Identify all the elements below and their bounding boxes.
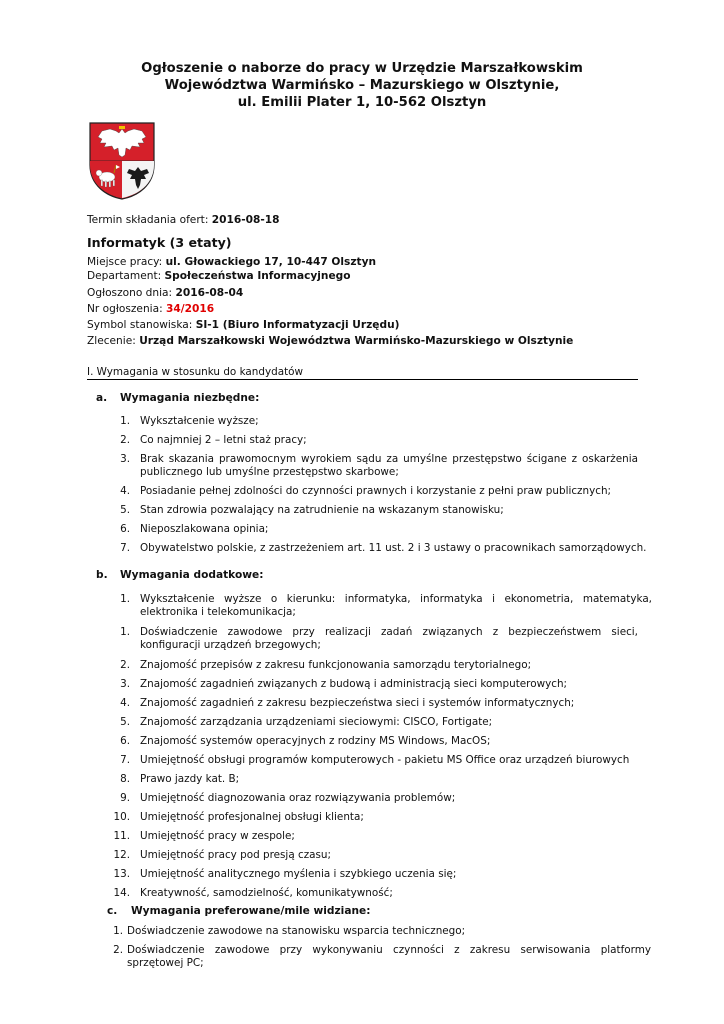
- list-item-number: 12.: [113, 849, 130, 861]
- list-item-number: 3.: [120, 678, 130, 690]
- subsection-a-letter: a.: [96, 392, 108, 404]
- list-item-number: 2.: [120, 659, 130, 671]
- list-item-number: 4.: [120, 697, 130, 709]
- coat-of-arms-icon: [88, 121, 156, 201]
- list-item-text: Posiadanie pełnej zdolności do czynności prawnych i korzystanie z pełni praw publicznych;: [140, 485, 612, 497]
- list-item-text: Umiejętność diagnozowania oraz rozwiązywania problemów;: [140, 792, 456, 804]
- list-item-text: Umiejętność profesjonalnej obsługi klienta;: [140, 811, 364, 823]
- list-item-text: Umiejętność pracy pod presją czasu;: [140, 849, 332, 861]
- symbol-value: SI-1 (Biuro Informatyzacji Urzędu): [195, 319, 400, 331]
- list-item-text: Wykształcenie wyższe;: [140, 415, 259, 427]
- list-item-number: 2.: [120, 434, 130, 446]
- submission-deadline: [87, 213, 280, 227]
- client-value: Urząd Marszałkowski Województwa Warmińsko-Mazurskiego w Olsztynie: [139, 335, 574, 347]
- workplace: [87, 255, 376, 269]
- list-item-number: 5.: [120, 504, 130, 516]
- subsection-b-title: [96, 569, 263, 581]
- subsection-a-label: Wymagania niezbędne:: [120, 392, 260, 404]
- list-item-number: 5.: [120, 716, 130, 728]
- list-item-number: 2.: [113, 944, 123, 956]
- list-item-text: Umiejętność obsługi programów komputerowych - pakietu MS Office oraz urządzeń biurowych: [140, 754, 630, 766]
- list-item-number: 7.: [120, 754, 130, 766]
- list-item-number: 1.: [113, 925, 123, 937]
- announced-label: Ogłoszono dnia:: [87, 287, 176, 299]
- position-symbol: [87, 318, 399, 332]
- list-item-text: Znajomość systemów operacyjnych z rodziny MS Windows, MacOS;: [140, 735, 491, 747]
- department-value: Społeczeństwa Informacyjnego: [164, 270, 351, 282]
- department: [87, 269, 351, 283]
- department-label: Departament:: [87, 270, 165, 282]
- list-item-text: Wykształcenie wyższe o kierunku: informatyka, informatyka i ekonometria, matematyka, elektronika i telekomunikacja;: [140, 593, 652, 618]
- symbol-label: Symbol stanowiska:: [87, 319, 196, 331]
- list-item-text: Doświadczenie zawodowe przy wykonywaniu czynności z zakresu serwisowania platformy sprzętowej PC;: [127, 944, 651, 969]
- list-item-number: 9.: [120, 792, 130, 804]
- list-item-number: 6.: [120, 523, 130, 535]
- title-line-1: Ogłoszenie o naborze do pracy w Urzędzie Marszałkowskim: [141, 61, 583, 76]
- list-item-number: 3.: [120, 453, 130, 465]
- section-heading: I. Wymagania w stosunku do kandydatów: [87, 366, 638, 380]
- list-item-text: Doświadczenie zawodowe przy realizacji zadań związanych z bezpieczeństwem sieci, konfiguracji urządzeń brzegowych;: [140, 626, 638, 651]
- subsection-a-title: [96, 392, 259, 404]
- list-item-text: Znajomość przepisów z zakresu funkcjonowania samorządu terytorialnego;: [140, 659, 532, 671]
- deadline-value: 2016-08-18: [211, 214, 280, 226]
- list-item-text: Kreatywność, samodzielność, komunikatywność;: [140, 887, 393, 899]
- subsection-c-title: [107, 905, 370, 917]
- list-item-number: 7.: [120, 542, 130, 554]
- list-item-number: 10.: [113, 811, 130, 823]
- list-item-text: Znajomość zagadnień z zakresu bezpieczeństwa sieci i systemów informatycznych;: [140, 697, 575, 709]
- position-title: Informatyk (3 etaty): [87, 235, 232, 250]
- list-item-number: 4.: [120, 485, 130, 497]
- deadline-label: Termin składania ofert:: [87, 214, 212, 226]
- announcement-date: [87, 286, 243, 300]
- number-value: 34/2016: [166, 303, 215, 315]
- list-item-number: 1.: [120, 626, 130, 638]
- workplace-value: ul. Głowackiego 17, 10-447 Olsztyn: [165, 256, 377, 268]
- subsection-c-label: Wymagania preferowane/mile widziane:: [131, 905, 371, 917]
- announcement-number: [87, 302, 214, 316]
- client: [87, 334, 573, 348]
- list-item-text: Co najmniej 2 – letni staż pracy;: [140, 434, 307, 446]
- list-item-text: Znajomość zagadnień związanych z budową i administracją sieci komputerowych;: [140, 678, 568, 690]
- announced-value: 2016-08-04: [175, 287, 244, 299]
- list-item-text: Brak skazania prawomocnym wyrokiem sądu za umyślne przestępstwo ścigane z oskarżenia publicznego lub umyślne przestępstwo skarbowe;: [140, 453, 638, 478]
- list-item-number: 14.: [113, 887, 130, 899]
- list-item-text: Znajomość zarządzania urządzeniami sieciowymi: CISCO, Fortigate;: [140, 716, 493, 728]
- subsection-c-letter: c.: [107, 905, 118, 917]
- workplace-label: Miejsce pracy:: [87, 256, 166, 268]
- subsection-b-label: Wymagania dodatkowe:: [120, 569, 264, 581]
- list-item-number: 11.: [113, 830, 130, 842]
- list-item-number: 1.: [120, 415, 130, 427]
- list-item-text: Obywatelstwo polskie, z zastrzeżeniem art. 11 ust. 2 i 3 ustawy o pracownikach samorządowych.: [140, 542, 647, 554]
- number-label: Nr ogłoszenia:: [87, 303, 167, 315]
- list-item-text: Umiejętność analitycznego myślenia i szybkiego uczenia się;: [140, 868, 457, 880]
- list-item-number: 13.: [113, 868, 130, 880]
- list-item-number: 8.: [120, 773, 130, 785]
- title-line-2: Województwa Warmińsko – Mazurskiego w Olsztynie,: [164, 78, 560, 93]
- list-item-text: Doświadczenie zawodowe na stanowisku wsparcia technicznego;: [127, 925, 466, 937]
- list-item-number: 6.: [120, 735, 130, 747]
- subsection-b-letter: b.: [96, 569, 108, 581]
- title-line-3: ul. Emilii Plater 1, 10-562 Olsztyn: [237, 95, 487, 110]
- list-item-number: 1.: [120, 593, 130, 605]
- page-title: [90, 60, 634, 111]
- list-item-text: Umiejętność pracy w zespole;: [140, 830, 295, 842]
- list-item-text: Prawo jazdy kat. B;: [140, 773, 240, 785]
- list-item-text: Nieposzlakowana opinia;: [140, 523, 269, 535]
- list-item-text: Stan zdrowia pozwalający na zatrudnienie na wskazanym stanowisku;: [140, 504, 504, 516]
- client-label: Zlecenie:: [87, 335, 140, 347]
